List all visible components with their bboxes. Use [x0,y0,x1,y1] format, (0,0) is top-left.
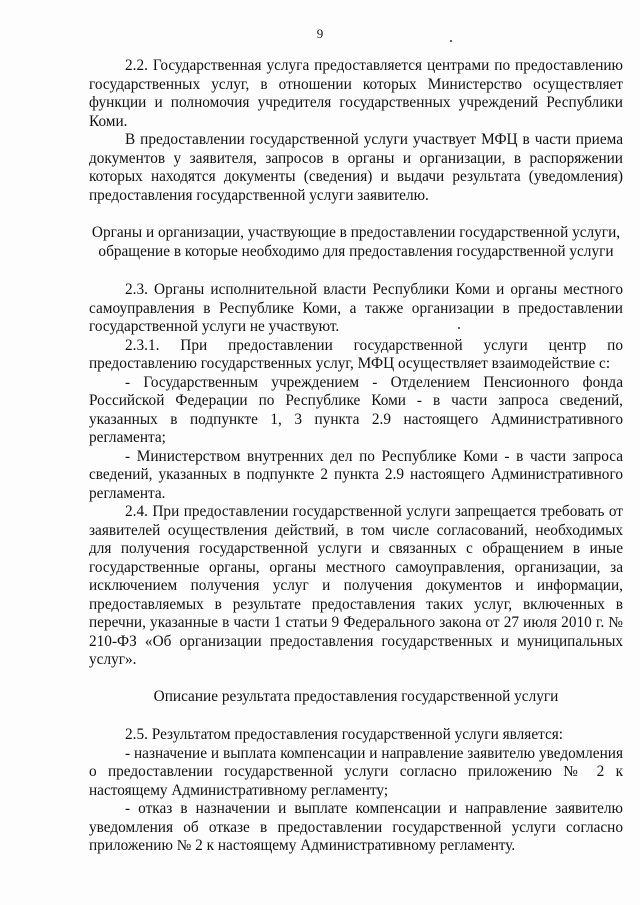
section-heading-result: Описание результата предоставления государственной услуги [153,687,559,705]
list-item-pfr: - Государственным учреждением - Отделением Пенсионного фонда Российской Федерации по Республике Коми - в части запроса сведений, указанных в подпункте 1, 3 пункта 2.9 настоящего Административного регламента; [89,373,623,446]
scan-speck [450,40,452,42]
list-item-refuse: - отказ в назначении и выплате компенсации и направление заявителю уведомления об отказе в предоставлении государственной услуги согласно приложению № 2 к настоящему Административному регламенту. [89,800,623,854]
section-heading-organs: Органы и организации, участвующие в предоставлении государственной услуги, обращение в которые необходимо для предоставления государственной услуги [91,224,621,260]
paragraph-2-4: 2.4. При предоставлении государственной услуги запрещается требовать от заявителей осуществления действий, в том числе согласований, необходимых для получения государственной услуги и связанных с обращением в иные государственные органы, органы местного самоуправления, организации, за исключением получения услуг и получения документов и информации, предоставляемых в результате предоставления таких услуг, включенных в перечни, указанные в части 1 статьи 9 Федерального закона от 27 июля 2010 г. № 210-ФЗ «Об организации предоставления государственных и муниципальных услуг». [89,503,623,668]
paragraph-2-3-1: 2.3.1. При предоставлении государственной услуги центр по предоставлению государственных услуг, МФЦ осуществляет взаимодействие с: [89,336,623,372]
document-body [89,57,623,856]
list-item-mvd: - Министерством внутренних дел по Республике Коми - в части запроса сведений, указанных в подпункте 2 пункта 2.9 настоящего Административного регламента. [89,447,623,502]
list-item-grant: - назначение и выплата компенсации и направление заявителю уведомления о предоставлении государственной услуги согласно приложению № 2 к настоящему Административному регламенту; [89,744,623,799]
paragraph-2-2: 2.2. Государственная услуга предоставляется центрами по предоставлению государственных услуг, в отношении которых Министерство осуществляет функции и полномочия учредителя государственных учреждений Республики Коми. [89,57,623,130]
paragraph-2-3: 2.3. Органы исполнительной власти Республики Коми и органы местного самоуправления в Республике Коми, а также организации в предоставлении государственной услуги не участвуют. [89,281,623,335]
paragraph-mfc: В предоставлении государственной услуги участвует МФЦ в части приема документов у заявителя, запросов в органы и организации, в распоряжении которых находятся документы (сведения) и выдачи результата (уведомления) предоставления государственной услуги заявителю. [89,131,623,204]
page-number: 9 [316,26,324,41]
paragraph-2-5: 2.5. Результатом предоставления государственной услуги является: [125,726,564,743]
